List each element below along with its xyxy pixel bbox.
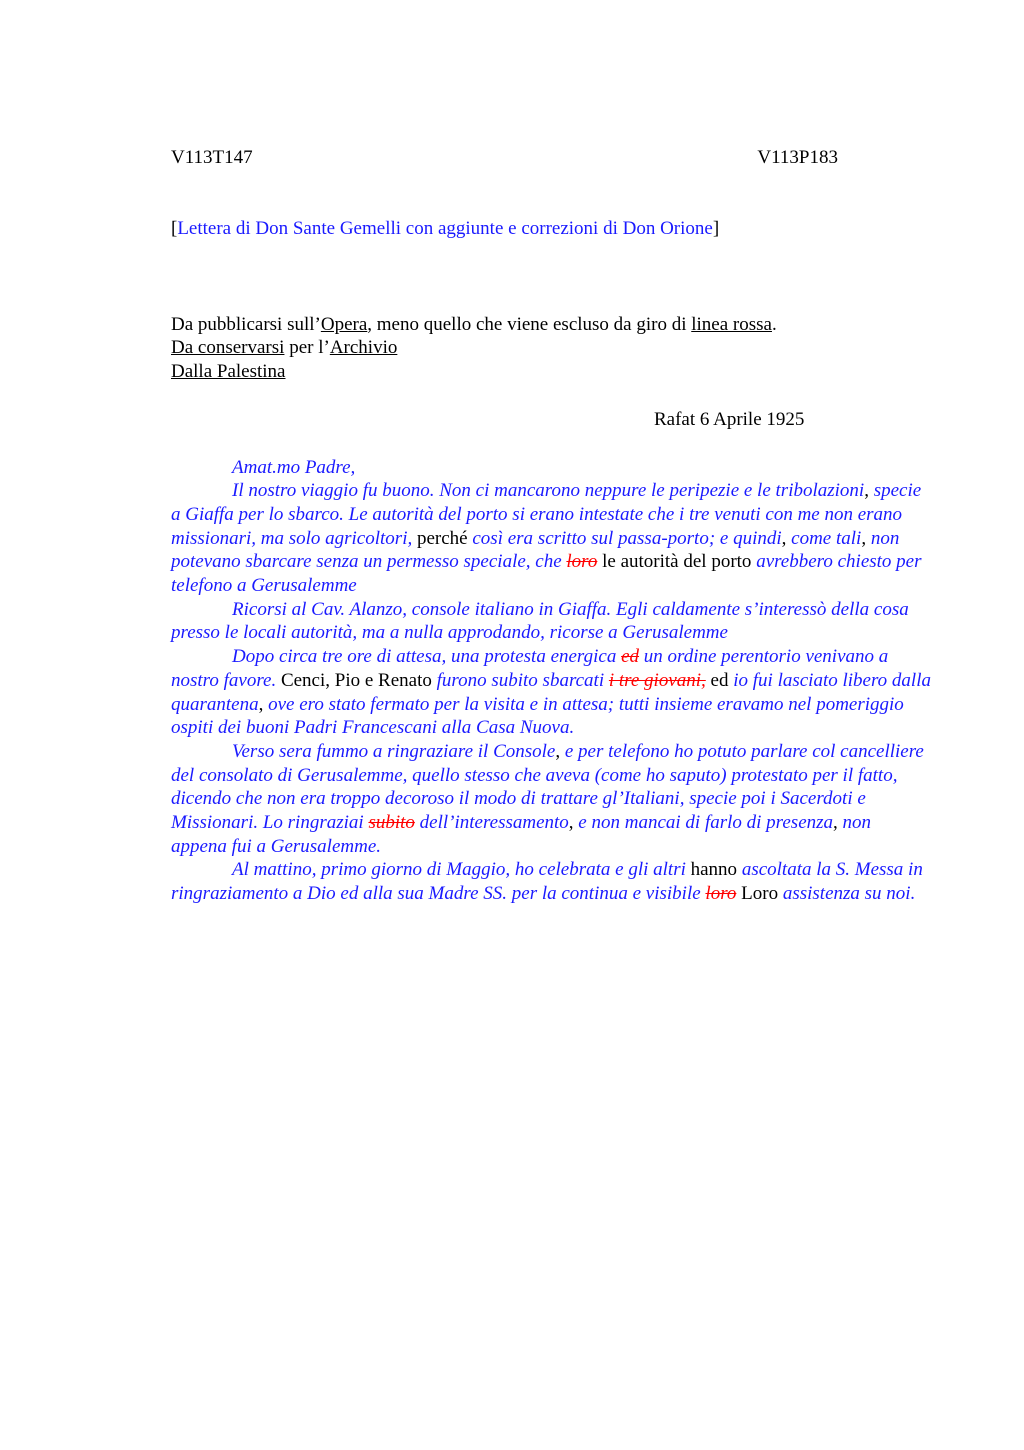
text-run: , [833,812,843,834]
text-run: Verso sera fummo a ringraziare il Console [232,740,556,762]
text-run: avrebbero chiesto per telefono a Gerusalemme [171,551,922,597]
note-text: per l’ [284,337,330,359]
deleted-word: loro [705,883,737,905]
text-run: e non mancai di farlo di presenza [578,812,834,834]
note-archivio: Archivio [329,337,398,359]
deleted-word: ed [621,646,640,668]
text-run: le autorità del porto [597,551,757,573]
text-run: specie a Giaffa per lo sbarco. Le autorità del porto si erano intestate che i tre venuti con me non erano missionari, ma solo agricoltori, [171,480,922,549]
text-run: , [258,693,269,715]
text-run: non appena fui a Gerusalemme. [171,812,872,857]
bracket-open: [ [171,218,178,239]
note-line-publish [171,313,931,337]
text-run: Loro [736,883,783,905]
letter-salutation: Amat.mo Padre, [232,456,356,478]
text-run: furono subito sbarcati [436,669,609,691]
text-run: non potevano sbarcare senza un permesso speciale, che [171,527,900,573]
text-run: Cenci, Pio e Renato [276,669,437,691]
deleted-word: i tre giovani, [608,669,706,691]
text-run: Dopo circa tre ore di attesa, una protesta energica [232,646,622,668]
text-run: come tali [791,527,862,549]
note-linea-rossa: linea rossa [691,313,772,335]
note-line-origin: Dalla Palestina [171,361,286,383]
text-run: , [568,812,579,834]
text-run: ed [705,669,734,691]
code-right: V113P183 [757,147,838,168]
text-run: io fui lasciato libero dalla quarantena [171,669,931,715]
text-run: Il nostro viaggio fu buono. Non ci mancarono neppure le peripezie e le tribolazioni [232,480,865,502]
letter-paragraph-3 [171,645,931,740]
deleted-word: subito [368,812,415,834]
bracket-close: ] [712,218,720,239]
text-run: perché [412,527,473,549]
document-codes [171,146,931,170]
text-run: dell’interessamento [414,812,569,834]
text-run: Al mattino, primo giorno di Maggio, ho celebrata e gli altri [232,859,686,881]
text-run: ove ero stato fermato per la visita e in attesa; tutti insieme eravamo nel pomeriggio ospiti dei buoni Padri Francescani alla Casa Nuova. [171,693,904,739]
text-run: , [781,527,792,549]
text-run: così era scritto sul passa-porto; e quindi [472,527,782,549]
letter-paragraph-4 [171,740,931,859]
note-opera: Opera [320,313,368,335]
letter-paragraph-2: Ricorsi al Cav. Alanzo, console italiano in Giaffa. Egli caldamente s’interessò della cosa presso le locali autorità, ma a nulla approdando, ricorse a Gerusalemme [171,598,909,644]
text-run: , [555,740,565,762]
text-run: , [864,480,869,502]
text-run: assistenza su noi. [782,883,916,905]
note-text: , meno quello che viene escluso da giro di [367,313,692,335]
note-text: Da pubblicarsi sull’ [171,313,321,335]
note-text: . [771,313,777,335]
editorial-notes [171,313,931,384]
text-run: hanno [685,859,742,881]
letter-dateline: Rafat 6 Aprile 1925 [654,408,805,430]
deleted-word: loro [566,551,598,573]
note-conservarsi: Da conservarsi [171,337,285,359]
document-subtitle [171,217,931,241]
text-run: ascoltata la S. Messa in ringraziamento a Dio ed alla sua Madre SS. per la continua e visibile [171,859,923,905]
text-run: , [861,527,871,549]
document-page [171,146,931,906]
text-run: e per telefono ho potuto parlare col cancelliere del consolato di Gerusalemme, quello stesso che aveva (come ho saputo) protestato per il fatto, dicendo che non era troppo decoroso il modo di trattare gl’Italiani, specie poi i Sacerdoti e Missionari. Lo ringraziai [171,740,924,834]
subtitle-text: Lettera di Don Sante Gemelli con aggiunte e correzioni di Don Orione [177,218,713,239]
code-left: V113T147 [171,147,253,168]
text-run: un ordine perentorio venivano a nostro favore. [171,646,889,691]
letter-paragraph-1 [171,479,931,598]
note-line-archive [171,336,931,360]
letter-paragraph-5 [171,858,931,905]
